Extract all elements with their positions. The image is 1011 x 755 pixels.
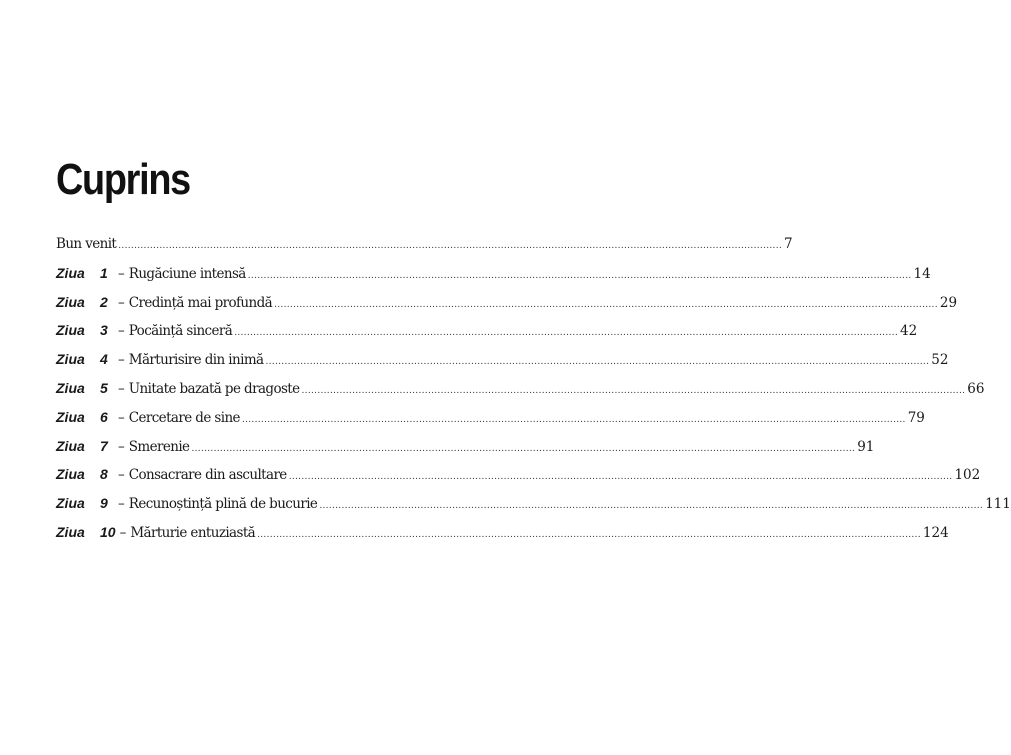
day-number: 10 <box>100 523 116 540</box>
toc-entry-day-7[interactable] <box>56 432 875 461</box>
toc-entry-day-4[interactable] <box>56 345 949 374</box>
toc-page-number: 102 <box>954 467 981 484</box>
toc-entry-day-5[interactable] <box>56 374 985 403</box>
dash-separator: – <box>118 352 125 369</box>
dot-leader: .................................................................................................................................................................................................................. <box>191 443 856 454</box>
toc-page-number: 52 <box>931 352 949 369</box>
toc-page-number: 79 <box>907 409 925 426</box>
dash-separator: – <box>118 323 125 340</box>
toc-entry-label: Bun venit <box>56 236 117 252</box>
dash-separator: – <box>118 265 125 282</box>
toc-page-number: 42 <box>899 323 918 340</box>
day-word: Ziua <box>56 408 85 425</box>
day-word: Ziua <box>56 437 85 454</box>
toc-page-number: 91 <box>857 438 875 455</box>
table-of-contents <box>56 230 1011 547</box>
page-title: Cuprins <box>56 155 190 204</box>
toc-entry-label: Cercetare de sine <box>128 409 240 426</box>
dot-leader: .................................................................................................................................................................................................................. <box>241 414 906 425</box>
dot-leader: .................................................................................................................................................................................................................. <box>257 529 921 540</box>
day-marker <box>56 345 114 374</box>
toc-entry-day-8[interactable] <box>56 460 981 489</box>
toc-entry-label: Recunoștință plină de bucurie <box>128 496 318 513</box>
toc-entry-day-3[interactable] <box>56 316 918 345</box>
day-number: 9 <box>100 495 108 512</box>
day-number: 2 <box>100 293 108 310</box>
toc-entry-label: Pocăință sinceră <box>128 323 233 340</box>
toc-page-number: 66 <box>967 380 985 397</box>
dot-leader: .................................................................................................................................................................................................................. <box>247 270 912 281</box>
day-word: Ziua <box>56 264 85 281</box>
day-marker <box>56 432 114 461</box>
day-marker <box>56 259 114 288</box>
toc-entry-day-10[interactable] <box>56 518 949 547</box>
toc-entry-label: Unitate bazată pe dragoste <box>128 380 300 397</box>
day-marker <box>56 403 114 432</box>
dash-separator: – <box>118 438 125 455</box>
toc-page-number: 111 <box>985 496 1011 513</box>
day-word: Ziua <box>56 379 85 396</box>
day-number: 7 <box>100 437 108 454</box>
day-number: 4 <box>100 351 108 368</box>
toc-page-number: 29 <box>939 294 958 311</box>
toc-entry-welcome[interactable] <box>56 230 793 259</box>
dash-separator: – <box>119 524 127 541</box>
dash-separator: – <box>118 294 125 311</box>
day-number: 6 <box>100 408 108 425</box>
day-number: 3 <box>100 322 108 339</box>
day-marker <box>56 374 114 403</box>
dot-leader: .................................................................................................................................................................................................................. <box>118 241 783 251</box>
dash-separator: – <box>118 467 125 484</box>
day-word: Ziua <box>56 495 85 512</box>
toc-page-number: 124 <box>922 524 949 541</box>
toc-entry-day-1[interactable] <box>56 259 931 288</box>
day-number: 1 <box>100 264 108 281</box>
toc-entry-label: Smerenie <box>128 438 190 455</box>
dash-separator: – <box>118 496 125 513</box>
dot-leader: .................................................................................................................................................................................................................. <box>234 328 898 339</box>
day-number: 8 <box>100 466 108 483</box>
toc-entry-label: Credință mai profundă <box>128 294 273 311</box>
toc-entry-day-6[interactable] <box>56 403 925 432</box>
day-number: 5 <box>100 379 108 396</box>
toc-entry-label: Mărturie entuziastă <box>130 524 256 541</box>
day-marker <box>56 489 114 518</box>
dash-separator: – <box>118 380 125 397</box>
day-word: Ziua <box>56 351 85 368</box>
toc-page-number: 7 <box>784 236 793 252</box>
day-word: Ziua <box>56 293 85 310</box>
dot-leader: .................................................................................................................................................................................................................. <box>301 385 966 396</box>
day-word: Ziua <box>56 322 85 339</box>
toc-entry-label: Rugăciune intensă <box>128 265 246 282</box>
day-marker <box>56 288 114 317</box>
day-marker <box>56 460 114 489</box>
toc-page-number: 14 <box>913 265 931 282</box>
toc-entry-day-2[interactable] <box>56 288 958 317</box>
toc-entry-label: Mărturisire din inimă <box>128 352 264 369</box>
dot-leader: .................................................................................................................................................................................................................. <box>288 472 953 483</box>
day-word: Ziua <box>56 466 85 483</box>
day-marker <box>56 518 116 547</box>
day-word: Ziua <box>56 523 85 540</box>
dot-leader: .................................................................................................................................................................................................................. <box>274 299 938 310</box>
day-marker <box>56 316 114 345</box>
dot-leader: .................................................................................................................................................................................................................. <box>265 357 930 368</box>
toc-entry-day-9[interactable] <box>56 489 1011 518</box>
dash-separator: – <box>118 409 125 426</box>
toc-entry-label: Consacrare din ascultare <box>128 467 287 484</box>
dot-leader: .................................................................................................................................................................................................................. <box>319 501 984 512</box>
